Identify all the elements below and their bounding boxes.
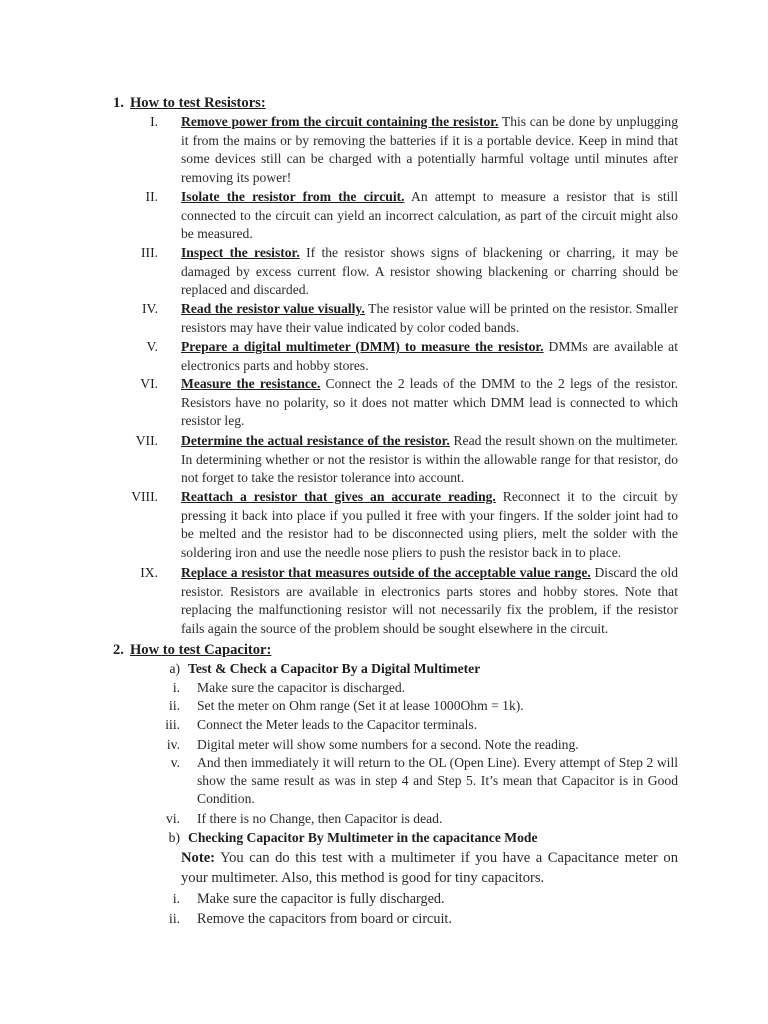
item-heading: Prepare a digital multimeter (DMM) to measure the resistor. <box>181 339 544 354</box>
list-item: Digital meter will show some numbers for a second. Note the reading. <box>197 737 579 752</box>
subsection-a-heading <box>150 660 480 678</box>
list-numeral: iii. <box>165 717 180 732</box>
list-item <box>181 244 678 300</box>
section-title: How to test Capacitor: <box>129 642 272 658</box>
section-number: 1. <box>113 95 124 111</box>
note-label: Note: <box>181 850 216 866</box>
list-numeral: VII. <box>135 433 158 448</box>
subsection-marker: a) <box>169 661 180 676</box>
list-numeral: ii. <box>169 911 180 926</box>
item-heading: Replace a resistor that measures outside of the acceptable value range. <box>181 565 591 580</box>
list-numeral: VIII. <box>131 489 158 504</box>
item-heading: Determine the actual resistance of the resistor. <box>181 433 450 448</box>
section-title: How to test Resistors: <box>129 95 266 111</box>
list-numeral: VI. <box>140 376 158 391</box>
list-item: Connect the Meter leads to the Capacitor terminals. <box>197 717 478 732</box>
subsection-marker: b) <box>168 830 180 845</box>
list-numeral: v. <box>170 755 180 770</box>
item-text: Discard the old resistor. Resistors are available in electronics parts stores and hobby stores. Note that replacing the malfunctioning resistor will not necessarily fix the problem, if the resistor fails again the source of the problem should be sought elsewhere in the circuit. <box>181 565 679 636</box>
list-item: Set the meter on Ohm range (Set it at lease 1000Ohm = 1k). <box>197 698 524 713</box>
list-item: Make sure the capacitor is discharged. <box>197 680 406 695</box>
item-heading: Read the resistor value visually. <box>181 301 365 316</box>
list-numeral: i. <box>172 891 180 906</box>
item-heading: Reattach a resistor that gives an accurate reading. <box>181 489 496 504</box>
item-text: Read the result shown on the multimeter. In determining whether or not the resistor is within the allowable range for that resistor, do not forget to take the resistor tolerance into account. <box>181 433 679 485</box>
list-numeral: V. <box>146 339 158 354</box>
note-paragraph <box>181 848 678 888</box>
list-numeral: IX. <box>140 565 158 580</box>
list-numeral: III. <box>141 245 158 260</box>
item-text: The resistor value will be printed on the resistor. Smaller resistors may have their value indicated by color coded bands. <box>181 301 679 335</box>
item-heading: Inspect the resistor. <box>181 245 300 260</box>
list-item: Remove the capacitors from board or circuit. <box>197 911 452 927</box>
list-item <box>181 188 678 244</box>
item-text: Connect the 2 leads of the DMM to the 2 legs of the resistor. Resistors have no polarity, so it does not matter which DMM lead is connected to which resistor leg. <box>181 376 678 428</box>
item-text: An attempt to measure a resistor that is still connected to the circuit can yield an incorrect calculation, as part of the circuit might also be measured. <box>181 189 678 241</box>
list-item <box>181 338 678 375</box>
section-1-heading <box>113 94 266 112</box>
item-heading: Measure the resistance. <box>181 376 321 391</box>
item-text: Reconnect it to the circuit by pressing it back into place if you pulled it free with your fingers. If the solder joint had to be melted and the resistor had to be disconnected using pliers, melt the solder with the soldering iron and use the needle nose pliers to push the resistor back in to place. <box>181 489 678 560</box>
item-text: This can be done by unplugging it from the mains or by removing the batteries if it is a portable device. Keep in mind that some devices still can be charged with a potentially harmful voltage until minutes after removing its power! <box>181 114 678 185</box>
section-2-heading <box>113 641 271 659</box>
list-item <box>181 300 678 337</box>
item-heading: Remove power from the circuit containing the resistor. <box>181 114 499 129</box>
item-text: If the resistor shows signs of blackening or charring, it may be damaged by excess current flow. A resistor showing blackening or charring should be replaced and discarded. <box>181 245 678 297</box>
list-numeral: iv. <box>166 737 180 752</box>
section-number: 2. <box>113 642 124 658</box>
list-item <box>181 564 678 638</box>
list-numeral: II. <box>145 189 158 204</box>
list-item <box>181 488 678 562</box>
list-item: If there is no Change, then Capacitor is dead. <box>197 811 443 826</box>
list-numeral: vi. <box>166 811 180 826</box>
list-item: And then immediately it will return to the OL (Open Line). Every attempt of Step 2 will show the same result as was in step 4 and Step 5. It’s mean that Capacitor is in Good Condition. <box>197 755 678 806</box>
item-heading: Isolate the resistor from the circuit. <box>181 189 405 204</box>
item-text: DMMs are available at electronics parts and hobby stores. <box>181 339 678 373</box>
list-item <box>181 432 678 488</box>
subsection-title: Checking Capacitor By Multimeter in the capacitance Mode <box>188 830 538 845</box>
list-numeral: IV. <box>142 301 158 316</box>
list-numeral: ii. <box>169 698 180 713</box>
subsection-title: Test & Check a Capacitor By a Digital Multimeter <box>188 661 481 676</box>
list-numeral: i. <box>172 680 180 695</box>
list-item: Make sure the capacitor is fully discharged. <box>197 891 445 907</box>
list-numeral: I. <box>150 114 158 129</box>
list-item <box>181 375 678 431</box>
list-item <box>181 113 678 187</box>
subsection-b-heading <box>150 829 538 847</box>
note-text: You can do this test with a multimeter if you have a Capacitance meter on your multimeter. Also, this method is good for tiny capacitors. <box>181 850 678 886</box>
